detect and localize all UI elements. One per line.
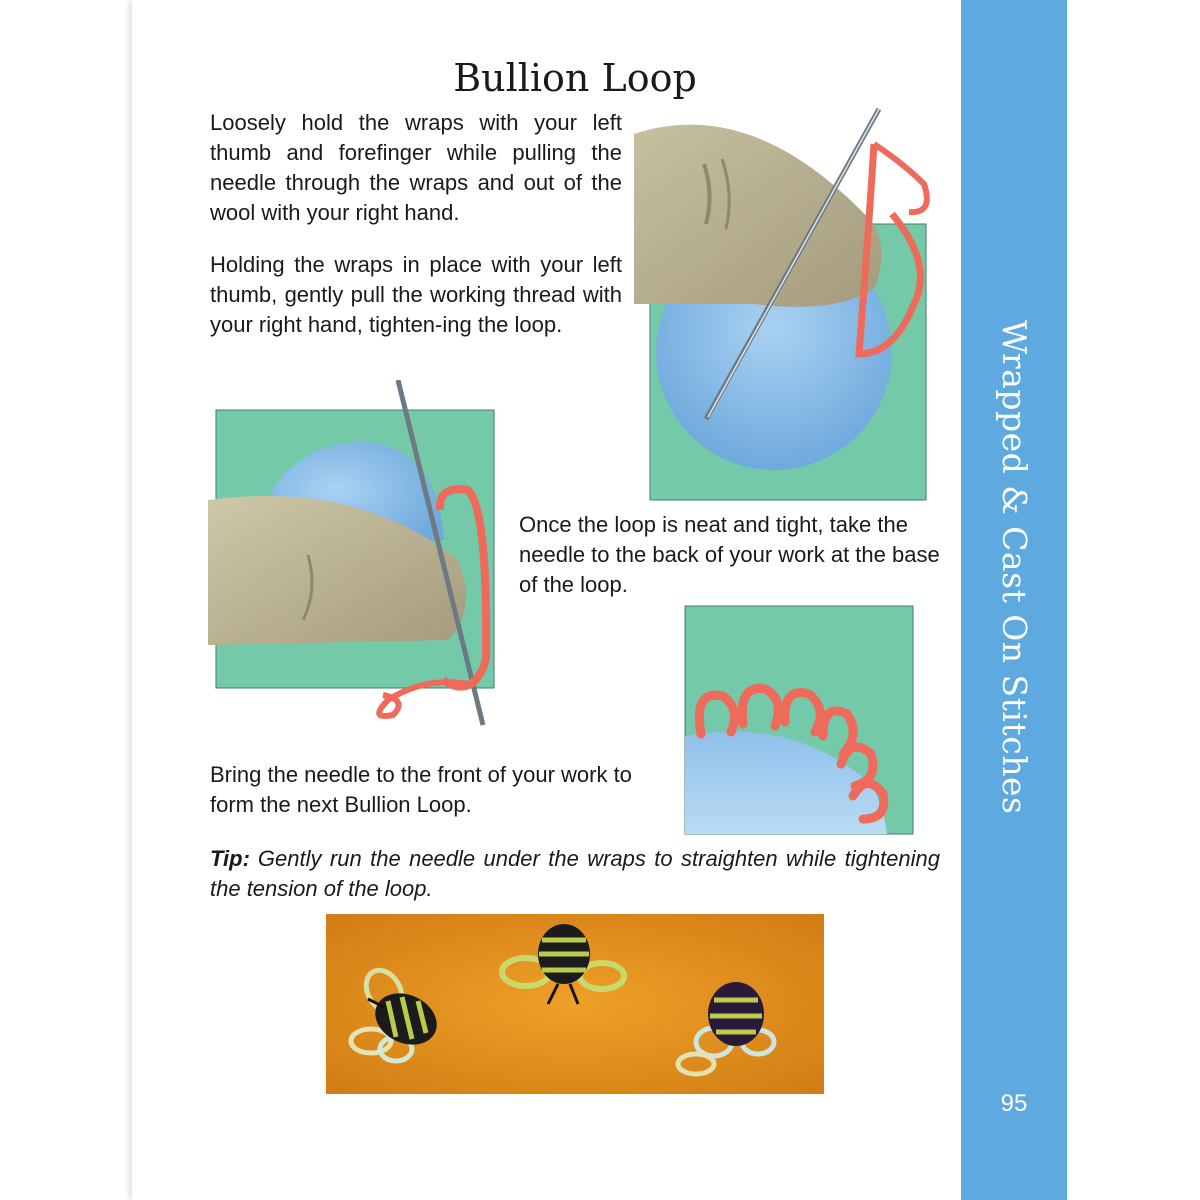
tip-note bbox=[210, 844, 940, 904]
illustration-pulling-needle bbox=[634, 104, 934, 504]
chapter-title: Wrapped & Cast On Stitches bbox=[995, 320, 1034, 815]
page-number: 95 bbox=[1000, 1090, 1028, 1117]
page-title: Bullion Loop bbox=[453, 56, 697, 100]
instruction-paragraph-1: Loosely hold the wraps with your left thumb and forefinger while pulling the needle through the wraps and out of the wool with your right hand. bbox=[210, 110, 622, 225]
tip-text: Gently run the needle under the wraps to straighten while tightening the tension of the loop. bbox=[210, 846, 940, 901]
instruction-paragraph-4: Bring the needle to the front of your work to form the next Bullion Loop. bbox=[210, 762, 632, 817]
chapter-side-tab bbox=[961, 0, 1067, 1200]
instruction-paragraph-3: Once the loop is neat and tight, take the needle to the back of your work at the base of the loop. bbox=[519, 512, 940, 597]
illustration-finished-loops bbox=[683, 604, 915, 836]
illustration-tightening-loop bbox=[208, 380, 498, 730]
photo-embroidered-bees bbox=[326, 914, 824, 1094]
thumb-image bbox=[634, 125, 882, 307]
instruction-paragraph-2: Holding the wraps in place with your left thumb, gently pull the working thread with your right hand, tighten-ing the loop. bbox=[210, 252, 622, 337]
tip-label: Tip: bbox=[210, 846, 250, 871]
